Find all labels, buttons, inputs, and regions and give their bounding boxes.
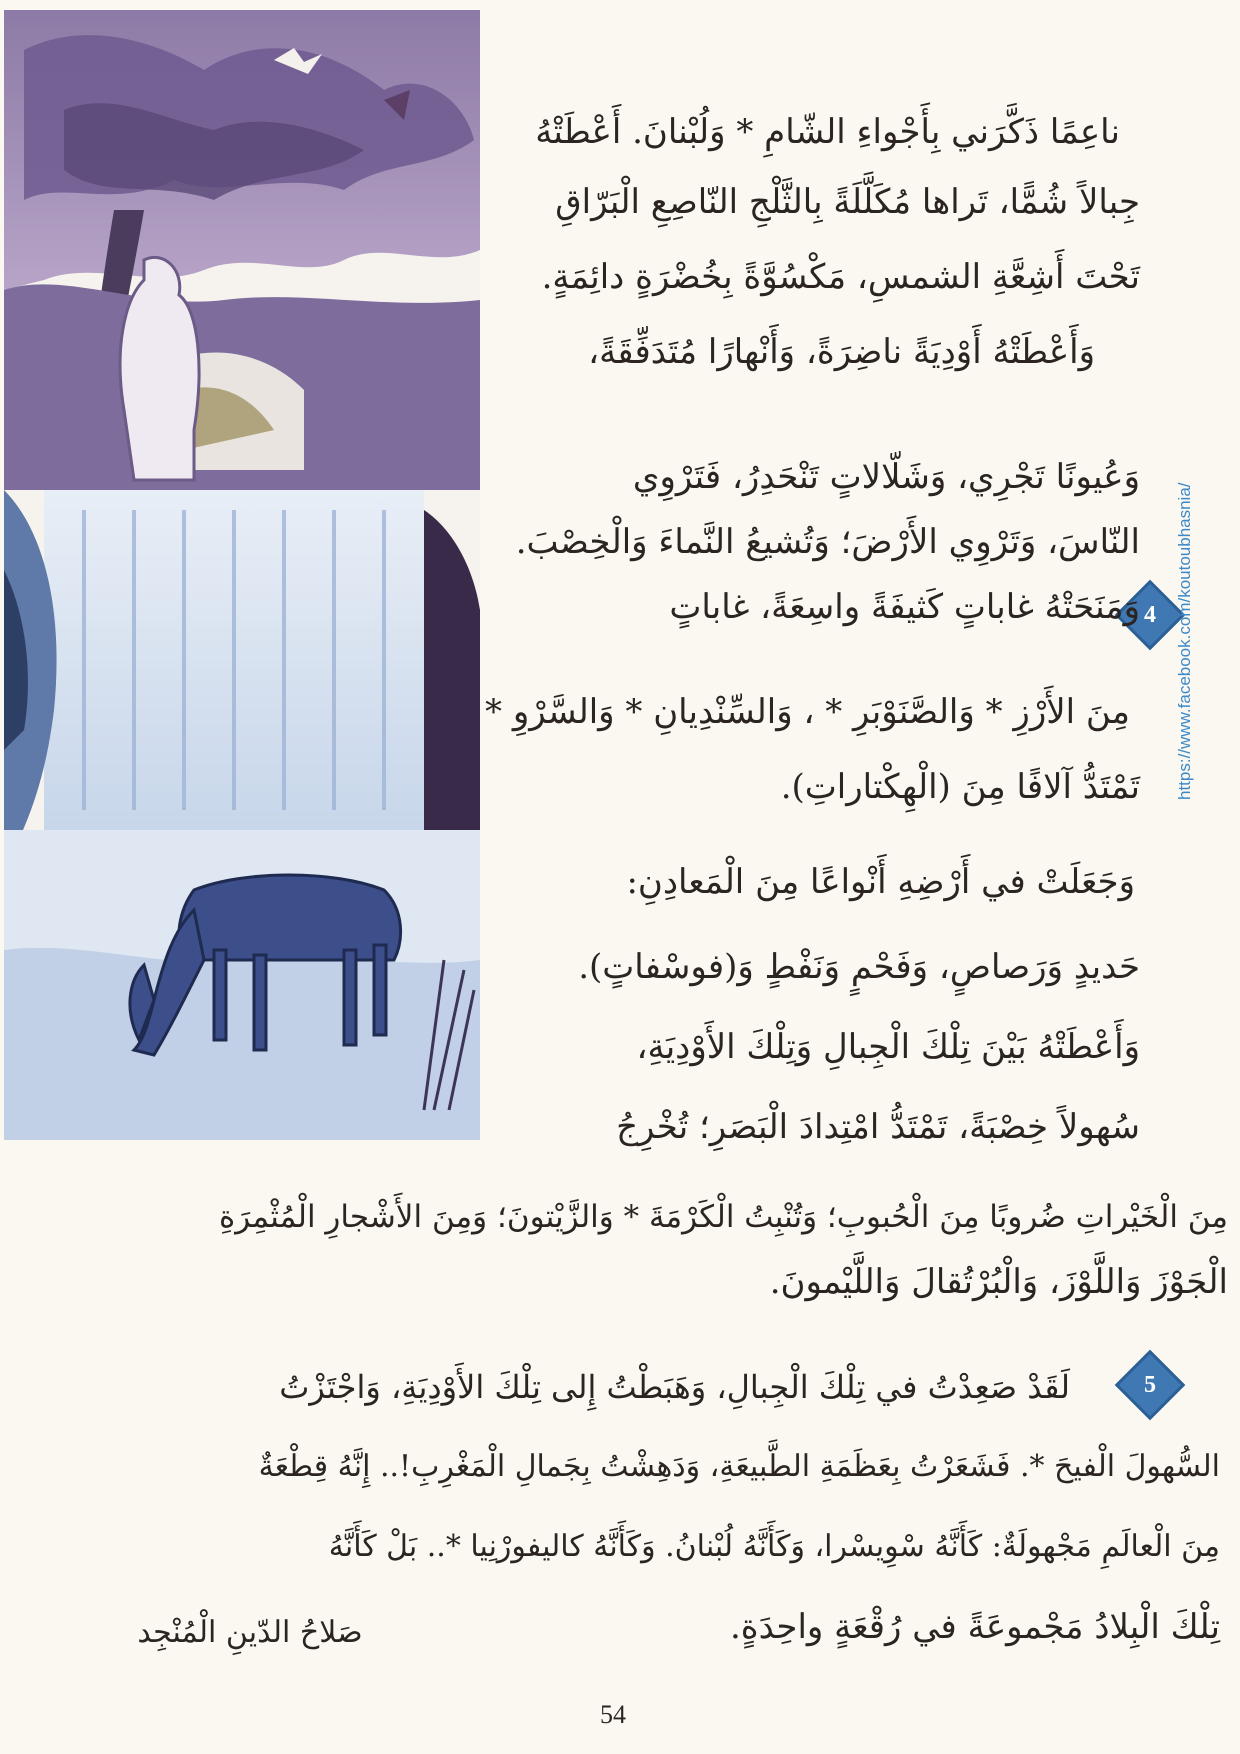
text-line: وَأَعْطَتْهُ بَيْنَ تِلْكَ الْجِبالِ وَتِلْكَ الأَوْدِيَةِ، [636,1027,1140,1067]
text-line: مِنَ الْعالَمِ مَجْهولَةٌ: كَأَنَّهُ سْوِيسْرا، وَكَأَنَّهُ لُبْنانُ. وَكَأَنَّهُ كاليفورْنِيا *.. بَلْ كَأَنَّهُ [328,1529,1220,1564]
text-line: وَعُيونًا تَجْرِي، وَشَلّالاتٍ تَنْحَدِرُ، فَتَرْوِي [632,457,1140,497]
author-signature: صَلاحُ الدّينِ الْمُنْجِد [137,1615,363,1650]
text-line: النّاسَ، وَتَرْوِي الأَرْضَ؛ وَتُشيعُ النَّماءَ وَالْخِصْبَ. [515,522,1140,562]
landscape-illustration [4,10,480,1140]
waterfall-deer-image [4,10,480,1140]
text-line: وَمَنَحَتْهُ غاباتٍ كَثيفَةً واسِعَةً، غاباتٍ [669,587,1140,627]
text-line: تِلْكَ الْبِلادُ مَجْموعَةً في رُقْعَةٍ واحِدَةٍ. [729,1607,1220,1647]
text-line: ناعِمًا ذَكَّرَني بِأَجْواءِ الشّامِ * وَلُبْنانَ. أَعْطَتْهُ [535,112,1120,152]
text-line: مِنَ الْخَيْراتِ ضُروبًا مِنَ الْحُبوبِ؛ وَتُنْبِتُ الْكَرْمَةَ * وَالزَّيْتونَ؛ وَمِنَ الأَشْجارِ الْمُثْمِرَةِ [218,1199,1228,1235]
page-number: 54 [600,1700,626,1729]
text-line: السُّهولَ الْفيحَ *. فَشَعَرْتُ بِعَظَمَةِ الطَّبيعَةِ، وَدَهِشْتُ بِجَمالِ الْمَغْرِبِ!.. إِنَّهُ قِطْعَةٌ [258,1449,1220,1484]
text-line: وَجَعَلَتْ في أَرْضِهِ أَنْواعًا مِنَ الْمَعادِنِ: [626,862,1135,902]
paragraph-number: 4 [1144,601,1156,628]
text-line: حَديدٍ وَرَصاصٍ، وَفَحْمٍ وَنَفْطٍ وَ(فوسْفاتٍ). [578,947,1140,987]
text-line: جِبالاً شُمًّا، تَراها مُكَلَّلَةً بِالثَّلْجِ النّاصِعِ الْبَرّاقِ [555,182,1140,222]
text-line: الْجَوْزَ وَاللَّوْزَ، وَالْبُرْتُقالَ وَاللَّيْمونَ. [769,1262,1228,1302]
text-line: لَقَدْ صَعِدْتُ في تِلْكَ الْجِبالِ، وَهَبَطْتُ إِلى تِلْكَ الأَوْدِيَةِ، وَاجْتَزْتُ [279,1368,1070,1406]
paragraph-marker-5 [1115,1350,1186,1421]
text-line: تَحْتَ أَشِعَّةِ الشمسِ، مَكْسُوَّةً بِخُضْرَةٍ دائِمَةٍ. [541,257,1140,297]
text-line: سُهولاً خِصْبَةً، تَمْتَدُّ امْتِدادَ الْبَصَرِ؛ تُخْرِجُ [616,1107,1140,1147]
watermark-link[interactable]: https://www.facebook.com/koutoubhasnia/ [1175,482,1194,800]
paragraph-number: 5 [1144,1371,1156,1398]
text-line: مِنَ الأَرْزِ * وَالصَّنَوْبَرِ * ، وَالسِّنْدِيانِ * وَالسَّرْوِ * [485,692,1130,732]
text-line: تَمْتَدُّ آلافًا مِنَ (الْهِكْتاراتِ). [780,767,1140,807]
text-line: وَأَعْطَتْهُ أَوْدِيَةً ناضِرَةً، وَأَنْهارًا مُتَدَفِّقَةً، [588,332,1095,372]
